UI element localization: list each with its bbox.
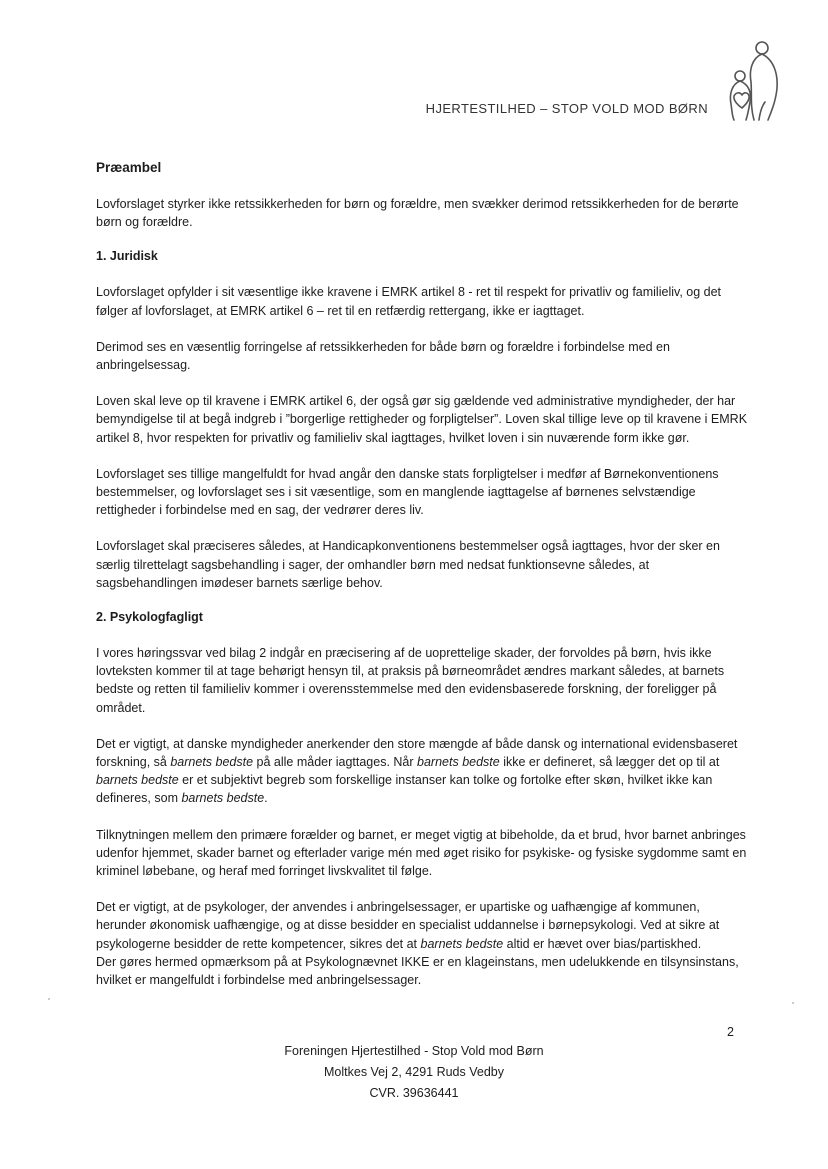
footer [0,1041,828,1104]
psych-paragraph-3: Tilknytningen mellem den primære forælder og barnet, er meget vigtig at bibeholde, da et brud, hvor barnet anbringes udenfor hjemmet, skader barnet og efterlader varige mén med øget risiko for psykiske- og fysiske sygdomme samt en kriminel løbebane, og heraf med forringet livskvalitet til følge. [96,827,747,879]
psych-paragraph-4 [96,898,748,953]
text-run: ikke er defineret, så lægger det op til at [499,755,720,770]
emphasis-barnets-bedste: barnets bedste [420,936,504,951]
emphasis-barnets-bedste: barnets bedste [170,755,254,770]
text-run: . [264,791,268,806]
footer-organization: Foreningen Hjertestilhed - Stop Vold mod Børn [284,1044,544,1058]
footer-address: Moltkes Vej 2, 4291 Ruds Vedby [324,1065,504,1079]
page-number: 2 [727,1025,734,1039]
emphasis-barnets-bedste: barnets bedste [181,791,265,806]
legal-paragraph-3: Loven skal leve op til kravene i EMRK artikel 6, der også gør sig gældende ved administrative myndigheder, der har bemyndigelse til at begå indgreb i ”borgerlige rettigheder og forpligtelser”. Loven skal tillige leve op til kravene i EMRK artikel 8, hvor respekten for privatliv og familieliv skal iagttages, hvilket loven i sin nuværende form ikke gør. [96,394,748,445]
psych-paragraph-2 [96,735,748,808]
text-run: altid er hævet over bias/partiskhed. [503,936,702,951]
text-run: på alle måder iagttages. Når [253,755,418,770]
preamble-paragraph: Lovforslaget styrker ikke retssikkerheden for børn og forældre, men svækker derimod retssikkerheden for de berørte børn og forældre. [96,197,739,230]
legal-paragraph-2: Derimod ses en væsentlig forringelse af retssikkerheden for både børn og forældre i forbindelse med en anbringelsessag. [96,339,670,373]
scan-speck [48,998,50,1000]
footer-cvr: CVR. 39636441 [369,1086,459,1100]
header-title: HJERTESTILHED – STOP VOLD MOD BØRN [425,101,708,116]
text-run: er et subjektivt begreb som forskellige instanser kan tolke og fortolke efter skøn, hvilket ikke kan defineres, som [96,773,713,806]
psych-paragraph-1: I vores høringssvar ved bilag 2 indgår en præcisering af de uoprettelige skader, der forvoldes på børn, hvis ikke lovteksten kommer til at tage behørigt hensyn til, at praksis på børneområdet ændres markant således, at barnets bedste og retten til familieliv kommer i overensstemmelse med den evidensbaserede forskning, der foreligger på området. [96,646,725,715]
text-run: Det er vigtigt, at de psykologer, der anvendes i anbringelsessager, er upartiske og uafhængige af kommunen, herunder økonomisk uafhængige, og at disse besidder en specialist uddannelse i børnepsykologi. Ved at sikre at psykologerne besidder de rette kompetencer, sikres det at [96,900,720,951]
psych-heading: 2. Psykologfagligt [96,610,203,625]
psych-paragraph-5: Der gøres hermed opmærksom på at Psykolognævnet IKKE er en klageinstans, men udelukkende en tilsynsinstans, hvilket er mangelfuldt i forbindelse med anbringelsessager. [96,954,739,988]
emphasis-barnets-bedste: barnets bedste [96,773,179,788]
legal-paragraph-5: Lovforslaget skal præciseres således, at Handicapkonventionens bestemmelser også iagttages, hvor der sker en særlig tilrettelagt sagsbehandling i sager, der omhandler børn med nedsat funktionsevne således, at sagsbehandlingen imødeser barnets særlige behov. [96,539,720,590]
legal-paragraph-1: Lovforslaget opfylder i sit væsentlige ikke kravene i EMRK artikel 8 - ret til respekt for privatliv og familieliv, og det følger af lovforslaget, at EMRK artikel 6 – ret til en retfærdig rettergang, ikke er iagttaget. [96,285,722,318]
scan-speck [792,1002,794,1004]
document-body [96,160,748,1007]
legal-paragraph-4: Lovforslaget ses tillige mangelfuldt for hvad angår den danske stats forpligtelser i medfør af Børnekonventionens bestemmelser, og lovforslaget ses i sit væsentlige, som en manglende iagttagelse af børnenes selvstændige rettigheder i forbindelse med en sag, der vedrører deres liv. [96,466,719,518]
legal-heading: 1. Juridisk [96,249,158,264]
hjertestilhed-logo-icon [722,36,784,126]
preamble-heading: Præambel [96,160,162,175]
emphasis-barnets-bedste: barnets bedste [417,755,500,770]
text-run: Det er vigtigt, at danske myndigheder anerkender den store mængde af både dansk og international evidensbaseret forskning, så [96,736,738,770]
